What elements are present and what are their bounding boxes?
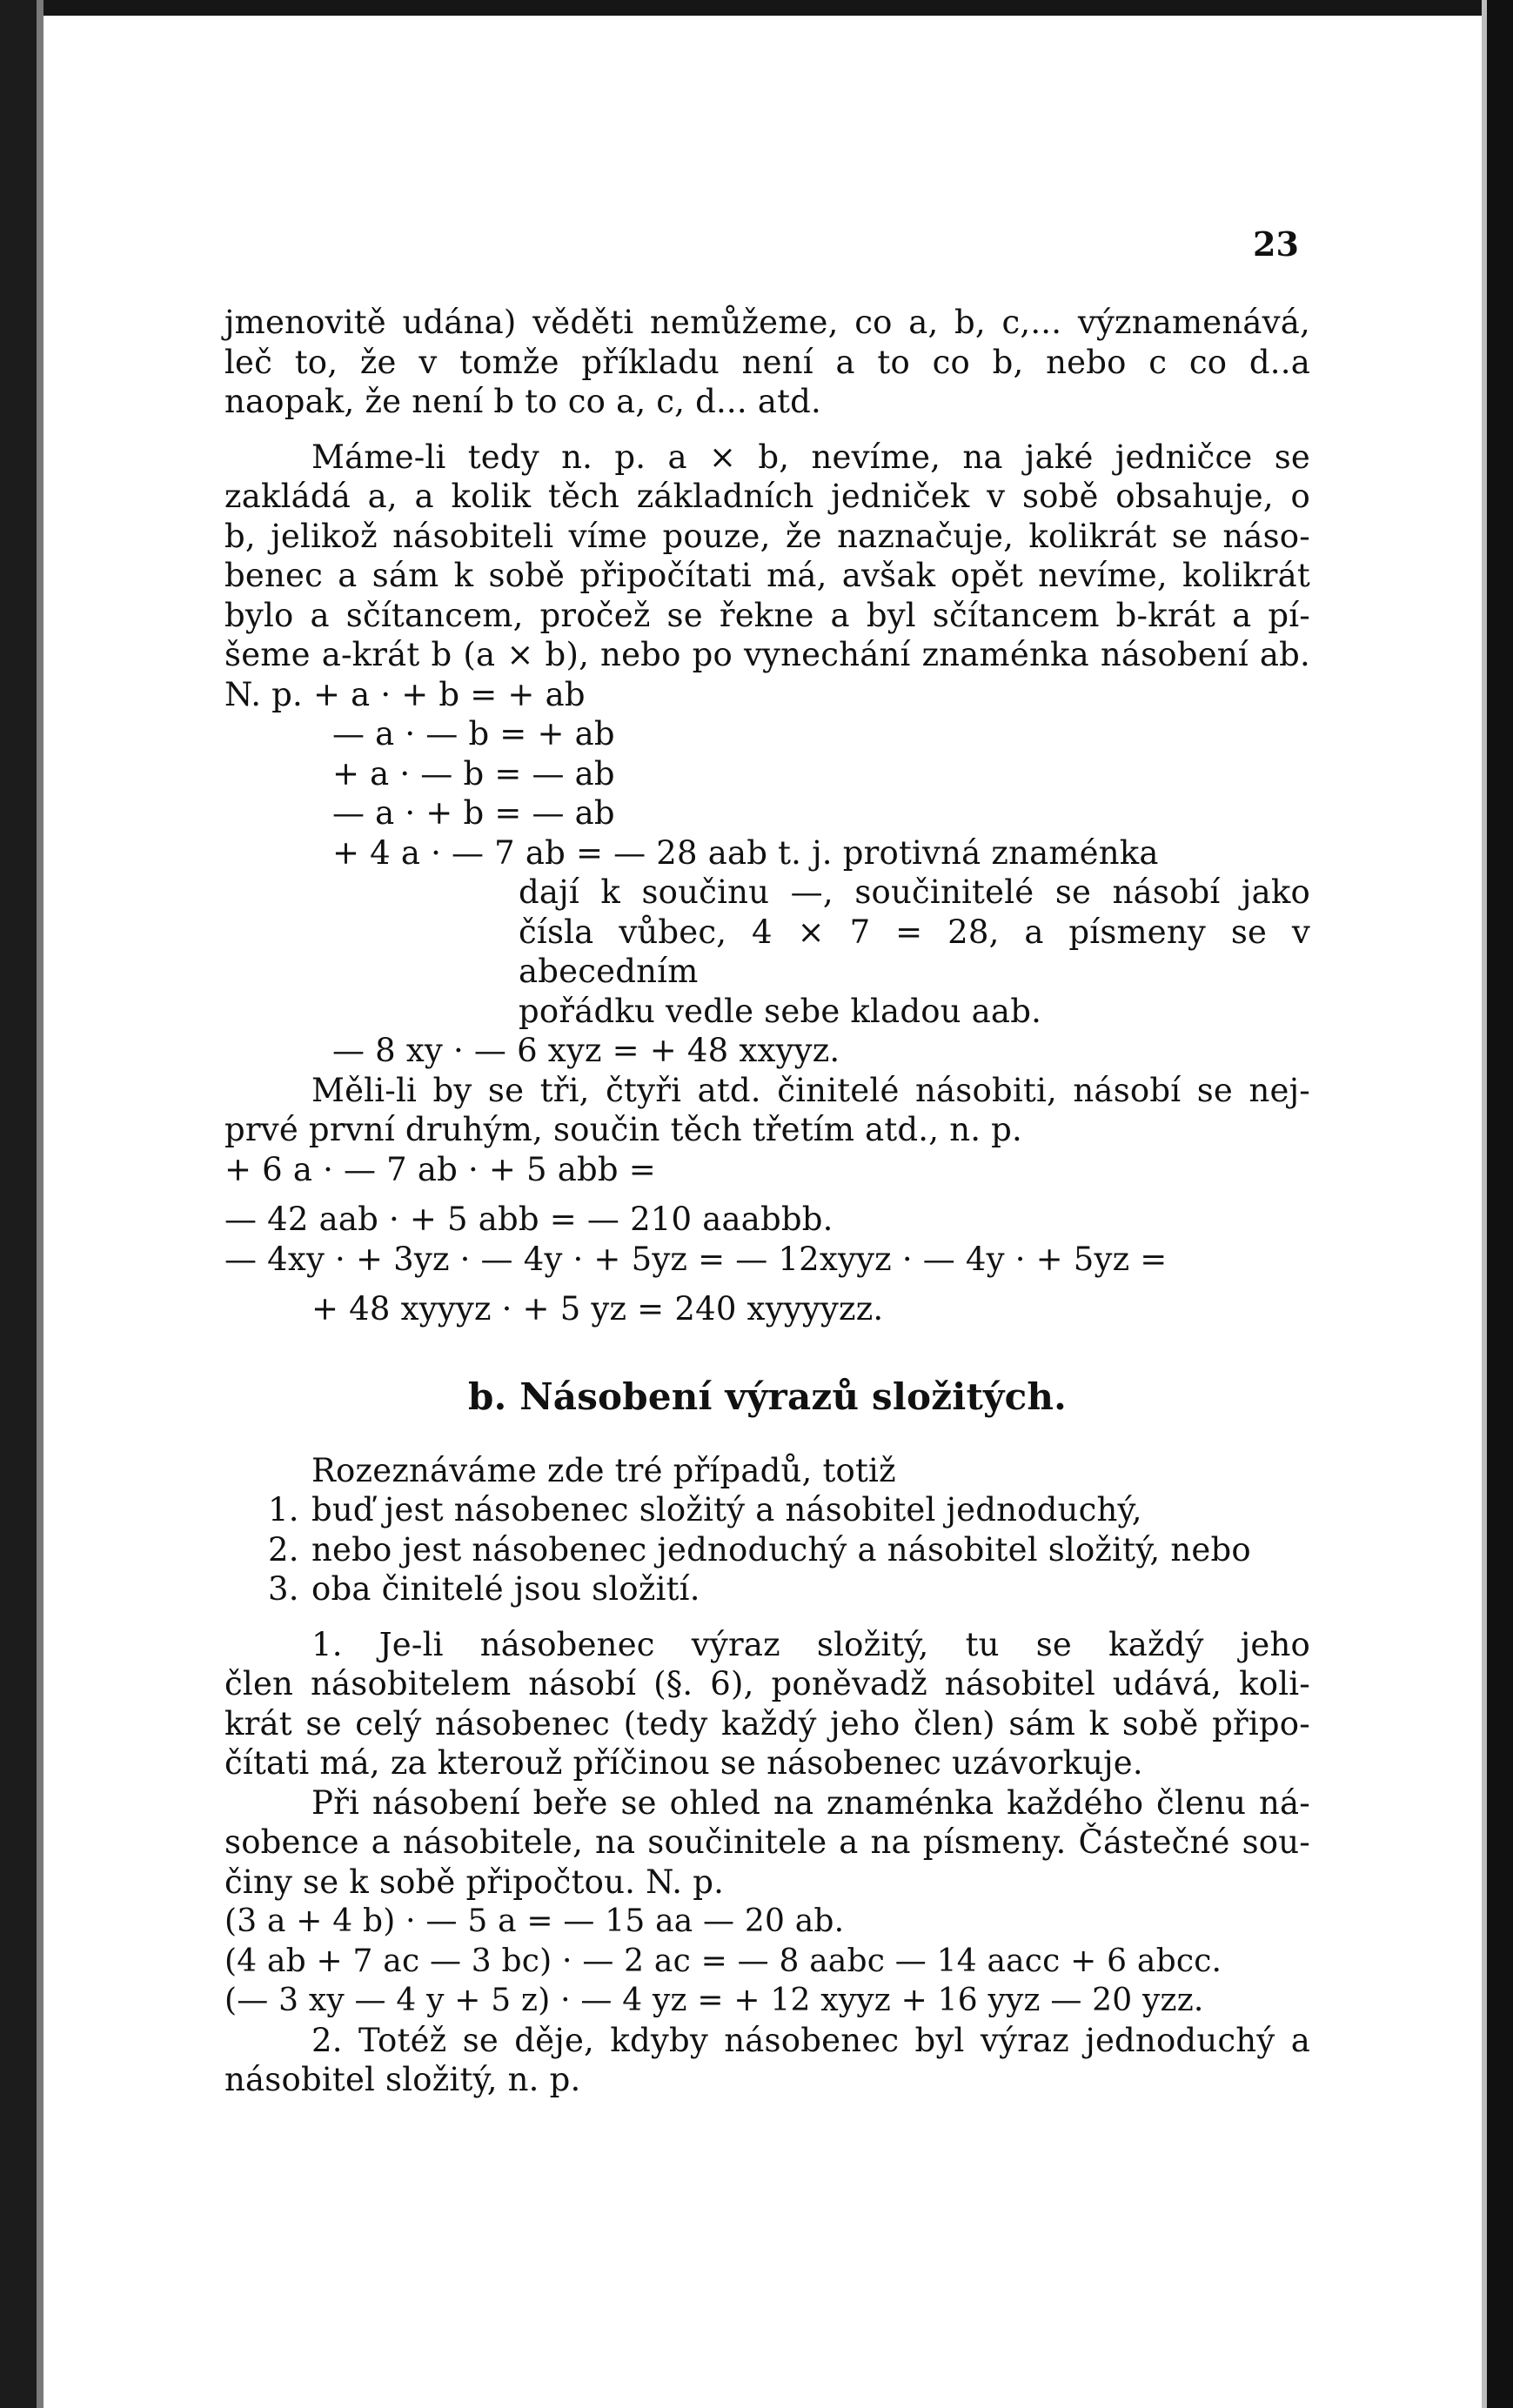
equation-line: — a · + b = — ab <box>332 794 615 832</box>
list-text: nebo jest násobenec jednoduchý a násobitel složitý, nebo <box>311 1530 1251 1569</box>
list-text: oba činitelé jsou složití. <box>311 1570 700 1608</box>
scan-border-left <box>0 0 37 2408</box>
equation-line: — 8 xy · — 6 xyz = + 48 xxyyz. <box>332 1032 840 1069</box>
list-number: 2. <box>268 1530 299 1569</box>
list-number: 3. <box>268 1570 299 1608</box>
text-line: b, jelikož násobiteli víme pouze, že naznačuje, kolikrát se náso- <box>224 517 1310 555</box>
text-line: leč to, že v tomže příkladu není a to co b, nebo c co d..a <box>224 343 1310 381</box>
examples-multiple-factors <box>224 1150 1310 1329</box>
equation-line: — 4xy · + 3yz · — 4y · + 5yz = — 12xyyz · — 4y · + 5yz = <box>224 1240 1168 1278</box>
equation-line: (3 a + 4 b) · — 5 a = — 15 aa — 20 ab. <box>224 1903 845 1939</box>
paragraph-6 <box>224 2021 1310 2100</box>
text-line: člen násobitelem násobí (§. 6), poněvadž násobitel udává, koli- <box>224 1665 1310 1702</box>
list-item <box>224 1569 1310 1609</box>
text-line: Rozeznáváme zde tré případů, totiž <box>311 1451 896 1489</box>
examples-compound <box>224 1902 1310 2021</box>
examples-note <box>224 873 1310 1031</box>
equation-line: — 42 aab · + 5 abb = — 210 aaabbb. <box>224 1201 833 1238</box>
list-item <box>224 1490 1310 1530</box>
scan-border-top <box>0 0 1513 16</box>
equation-line: + 6 a · — 7 ab · + 5 abb = <box>224 1150 656 1188</box>
text-line: naopak, že není b to co a, c, d... atd. <box>224 383 821 420</box>
heading-block <box>224 1329 1310 1451</box>
list-text: buď jest násobenec složitý a násobitel jednoduchý, <box>311 1491 1142 1528</box>
paragraph-3 <box>224 1071 1310 1150</box>
text-line: krát se celý násobenec (tedy každý jeho člen) sám k sobě připo- <box>224 1704 1310 1742</box>
list-number: 1. <box>268 1491 299 1528</box>
text-line: pořádku vedle sebe kladou aab. <box>519 992 1042 1030</box>
text-line: násobitel složitý, n. p. <box>224 2061 581 2098</box>
equation-line: + 4 a · — 7 ab = — 28 aab t. j. protivná znaménka <box>332 833 1159 872</box>
text-line: jmenovitě udána) věděti nemůžeme, co a, b, c,... významenává, <box>224 304 1310 341</box>
paragraph-1 <box>224 303 1310 422</box>
text-line: benec a sám k sobě připočítati má, avšak opět nevíme, kolikrát <box>224 557 1310 594</box>
paragraph-5 <box>224 1783 1310 1903</box>
text-line: dají k součinu —, součinitelé se násobí jako <box>519 873 1310 911</box>
paragraph-2 <box>224 438 1310 675</box>
scan-border-right <box>1487 0 1513 2408</box>
cases-block <box>224 1451 1310 1609</box>
text-line: čísla vůbec, 4 × 7 = 28, a písmeny se v abecedním <box>519 913 1310 990</box>
section-heading: b. Násobení výrazů složitých. <box>468 1375 1067 1418</box>
equation-line: + 48 xyyyz · + 5 yz = 240 xyyyyzz. <box>311 1290 884 1328</box>
equation-line: (4 ab + 7 ac — 3 bc) · — 2 ac = — 8 aabc — 14 aacc + 6 abcc. <box>224 1943 1222 1979</box>
text-line: prvé první druhým, součin těch třetím atd., n. p. <box>224 1111 1022 1148</box>
text-line: 1. Je-li násobenec výraz složitý, tu se každý jeho <box>311 1625 1310 1663</box>
page-number: 23 <box>1253 224 1299 264</box>
equation-line: (— 3 xy — 4 y + 5 z) · — 4 yz = + 12 xyyz + 16 yyz — 20 yzz. <box>224 1983 1204 2018</box>
text-line: činy se k sobě připočtou. N. p. <box>224 1863 725 1901</box>
text-line: 2. Totéž se děje, kdyby násobenec byl výraz jednoduchý a <box>311 2021 1310 2059</box>
equation-line: + a · — b = — ab <box>332 754 615 793</box>
text-line: čítati má, za kterouž příčinou se násobenec uzávorkuje. <box>224 1744 1143 1782</box>
text-line: Při násobení beře se ohled na znaménka každého členu ná- <box>311 1783 1310 1822</box>
list-item <box>224 1530 1310 1570</box>
paragraph-4 <box>224 1625 1310 1783</box>
scan-border-left-edge <box>37 0 44 2408</box>
text-line: zakládá a, a kolik těch základních jedniček v sobě obsahuje, o <box>224 478 1310 515</box>
text-line: Měli-li by se tři, čtyři atd. činitelé násobiti, násobí se nej- <box>311 1071 1310 1109</box>
equation-line: — a · — b = + ab <box>332 715 615 752</box>
equation-line: N. p. + a · + b = + ab <box>224 675 586 713</box>
examples-signs <box>224 675 1310 1071</box>
text-line: bylo a sčítancem, pročež se řekne a byl sčítancem b-krát a pí- <box>224 596 1310 634</box>
text-line: Máme-li tedy n. p. a × b, nevíme, na jaké jedničce se <box>311 438 1310 476</box>
text-line: sobence a násobitele, na součinitele a na písmeny. Částečné sou- <box>224 1823 1310 1861</box>
text-line: šeme a-krát b (a × b), nebo po vynechání znaménka násobení ab. <box>224 636 1310 673</box>
page-body <box>224 303 1310 2100</box>
